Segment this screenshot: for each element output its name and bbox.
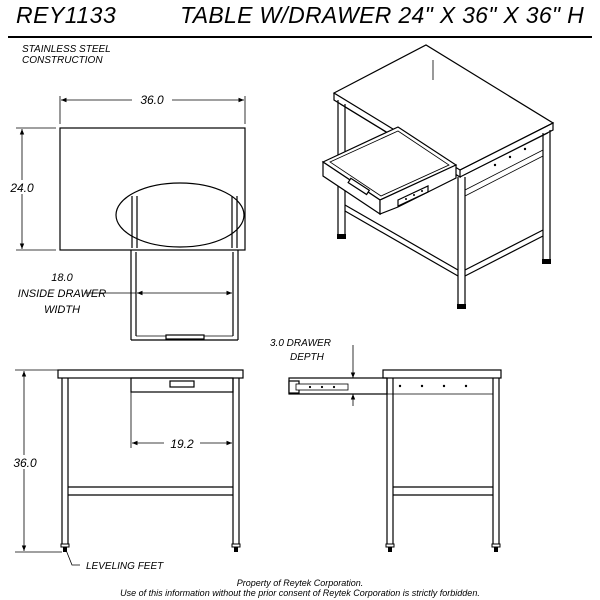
depth-dimension-label: 24.0: [10, 181, 34, 195]
footer-line2: Use of this information without the prior consent of Reytek Corporation is strictly forbidden.: [120, 588, 480, 598]
drawing-title: TABLE W/DRAWER 24" X 36" X 36" H: [180, 2, 584, 28]
model-code: REY1133: [16, 2, 117, 28]
drawer-offset-label: 19.2: [170, 437, 194, 451]
footer: [0, 578, 600, 598]
drawer-width-label-line1: INSIDE DRAWER: [17, 288, 107, 300]
drawer-depth-label-line2: DEPTH: [290, 352, 324, 363]
footer-line1: Property of Reytek Corporation.: [236, 578, 364, 588]
height-dimension-label: 36.0: [13, 456, 37, 470]
side-view: [270, 338, 501, 552]
material-note-line1: STAINLESS STEEL: [22, 44, 111, 55]
leveling-feet-label: LEVELING FEET: [86, 561, 164, 572]
top-view: [6, 92, 245, 340]
front-view: [8, 370, 243, 572]
drawer-depth-label-line1: 3.0 DRAWER: [270, 338, 331, 349]
drawer-width-value: 18.0: [51, 272, 73, 284]
isometric-view: [323, 45, 553, 309]
width-dimension-label: 36.0: [140, 93, 164, 107]
drawer-width-label-line2: WIDTH: [43, 304, 81, 316]
material-note-line2: CONSTRUCTION: [22, 55, 103, 66]
